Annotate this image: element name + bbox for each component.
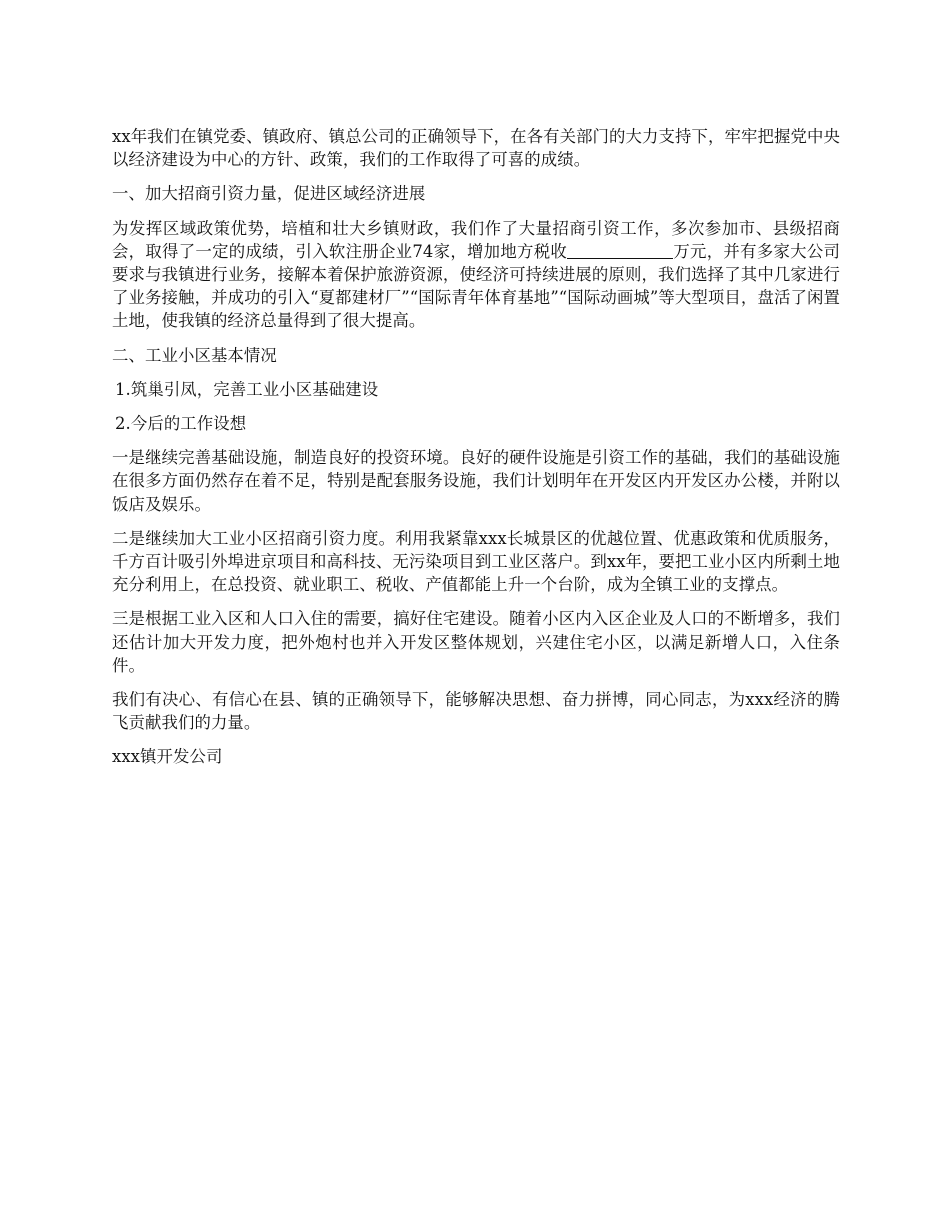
signature: xxx镇开发公司 — [112, 747, 223, 767]
investment-text-end: 万元，并有多家大公司要求与我镇进行业务，接解本着保护旅游资源，使经济可持续进展的原则，我们选择了其中几家进行了业务接触，并成功的引入“夏都建材厂”“国际青年体育基地”“国际动画城”等大型项目，盘活了闲置土地，使我镇的经济总量得到了很大提高。 — [112, 241, 840, 331]
plan-paragraph-one: 一是继续完善基础设施，制造良好的投资环境。良好的硬件设施是引资工作的基础，我们的基础设施在很多方面仍然存在着不足，特别是配套服务设施，我们计划明年在开发区内开发区办公楼，并附以饭店及娱乐。 — [112, 448, 840, 514]
section-heading-investment: 一、加大招商引资力量，促进区域经济进展 — [112, 184, 426, 204]
section-heading-industrial-zone: 二、工业小区基本情况 — [112, 345, 277, 365]
document-page — [112, 125, 840, 780]
intro-paragraph: xx年我们在镇党委、镇政府、镇总公司的正确领导下，在各有关部门的大力支持下，牢牢把握党中央以经济建设为中心的方针、政策，我们的工作取得了可喜的成绩。 — [112, 127, 840, 170]
tax-amount-blank — [567, 242, 673, 259]
investment-paragraph — [112, 217, 840, 333]
plan-paragraph-three: 三是根据工业入区和人口入住的需要，搞好住宅建设。随着小区内入区企业及人口的不断增多，我们还估计加大开发力度，把外炮村也并入开发区整体规划，兴建住宅小区，以满足新增人口，入住条件。 — [112, 609, 840, 675]
plan-paragraph-two: 二是继续加大工业小区招商引资力度。利用我紧靠xxx长城景区的优越位置、优惠政策和优质服务，千方百计吸引外埠进京项目和高科技、无污染项目到工业区落户。到xx年，要把工业小区内所剩土地充分利用上，在总投资、就业职工、税收、产值都能上升一个台阶，成为全镇工业的支撑点。 — [112, 528, 840, 595]
investment-text-start: 为发挥区域政策优势，培植和壮大乡镇财政，我们作了大量招商引资工作，多次参加市、县级招商会，取得了一定的成绩，引入软注册企业74家，增加地方税收 — [112, 218, 840, 261]
list-item-future-plans: 2.今后的工作设想 — [115, 414, 247, 434]
list-item-infrastructure: 1.筑巢引凤，完善工业小区基础建设 — [115, 379, 379, 399]
closing-paragraph: 我们有决心、有信心在县、镇的正确领导下，能够解决思想、奋力拼博，同心同志，为xxx经济的腾飞贡献我们的力量。 — [112, 690, 840, 733]
